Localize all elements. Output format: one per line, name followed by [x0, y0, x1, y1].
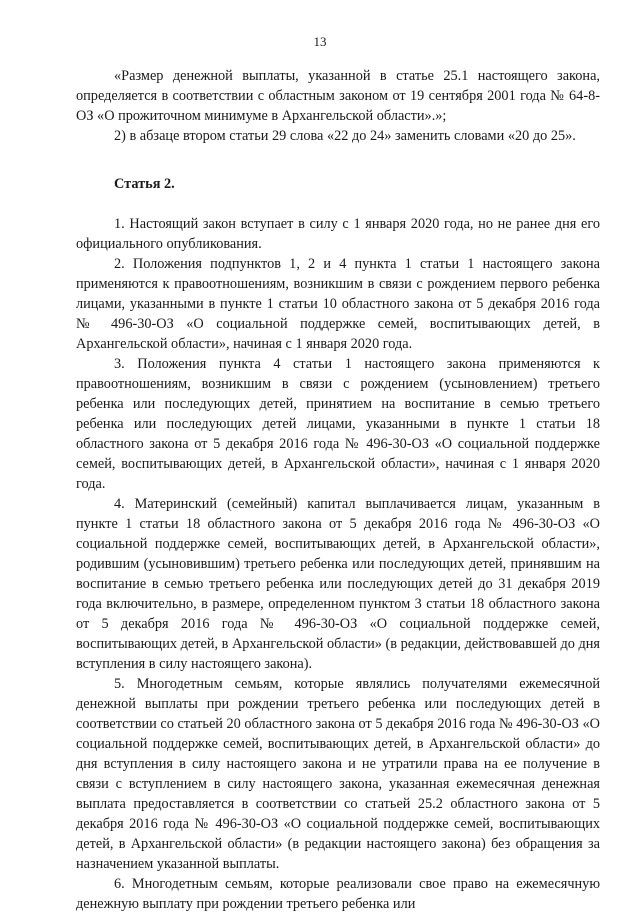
article-paragraph-2: 2. Положения подпунктов 1, 2 и 4 пункта 1 статьи 1 настоящего закона применяются к правоотношениям, возникшим в связи с рождением первого ребенка лицами, указанными в пункте 1 статьи 10 областного закона от 5 декабря 2016 года № 496-30-ОЗ «О социальной поддержке семей, воспитывающих детей, в Архангельской области», начиная с 1 января 2020 года.	[76, 256, 600, 352]
article-paragraph-6: 6. Многодетным семьям, которые реализовали свое право на ежемесячную денежную выплату при рождении третьего ребенка или	[76, 876, 600, 912]
article-paragraph-1: 1. Настоящий закон вступает в силу с 1 января 2020 года, но не ранее дня его официального опубликования.	[76, 216, 600, 252]
article-title: Статья 2.	[114, 176, 175, 192]
document-body	[76, 66, 600, 914]
page-number: 13	[313, 34, 327, 49]
intro-paragraph: 2) в абзаце втором статьи 29 слова «22 до 24» заменить словами «20 до 25».	[114, 128, 576, 144]
intro-paragraph: «Размер денежной выплаты, указанной в статье 25.1 настоящего закона, определяется в соответствии с областным законом от 19 сентября 2001 года № 64-8-ОЗ «О прожиточном минимуме в Архангельской области».»;	[76, 68, 600, 124]
article-paragraph-5: 5. Многодетным семьям, которые являлись получателями ежемесячной денежной выплаты при рождении третьего ребенка или последующих детей в соответствии со статьей 20 областного закона от 5 декабря 2016 года № 496-30-ОЗ «О социальной поддержке семей, воспитывающих детей, в Архангельской области» до дня вступления в силу настоящего закона и не утратили права на ее получение в связи с вступлением в силу настоящего закона, указанная ежемесячная денежная выплата предоставляется в соответствии со статьей 25.2 областного закона от 5 декабря 2016 года № 496-30-ОЗ «О социальной поддержке семей, воспитывающих детей, в Архангельской области» (в редакции настоящего закона) без обращения за назначением указанной выплаты.	[76, 676, 600, 872]
article-paragraph-4: 4. Материнский (семейный) капитал выплачивается лицам, указанным в пункте 1 статьи 18 областного закона от 5 декабря 2016 года № 496-30-ОЗ «О социальной поддержке семей, воспитывающих детей, в Архангельской области», родившим (усыновившим) третьего ребенка или последующих детей, принявшим на воспитание в семью третьего ребенка или последующих детей до 31 декабря 2019 года включительно, в размере, определенном пунктом 3 статьи 18 областного закона от 5 декабря 2016 года № 496-30-ОЗ «О социальной поддержке семей, воспитывающих детей, в Архангельской области» (в редакции, действовавшей до дня вступления в силу настоящего закона).	[76, 496, 600, 672]
article-paragraph-3: 3. Положения пункта 4 статьи 1 настоящего закона применяются к правоотношениям, возникшим в связи с рождением (усыновлением) третьего ребенка или последующих детей, принятием на воспитание в семью третьего ребенка или последующих детей лицами, указанными в пункте 1 статьи 18 областного закона от 5 декабря 2016 года № 496-30-ОЗ «О социальной поддержке семей, воспитывающих детей, в Архангельской области», начиная с 1 января 2020 года.	[76, 356, 600, 492]
